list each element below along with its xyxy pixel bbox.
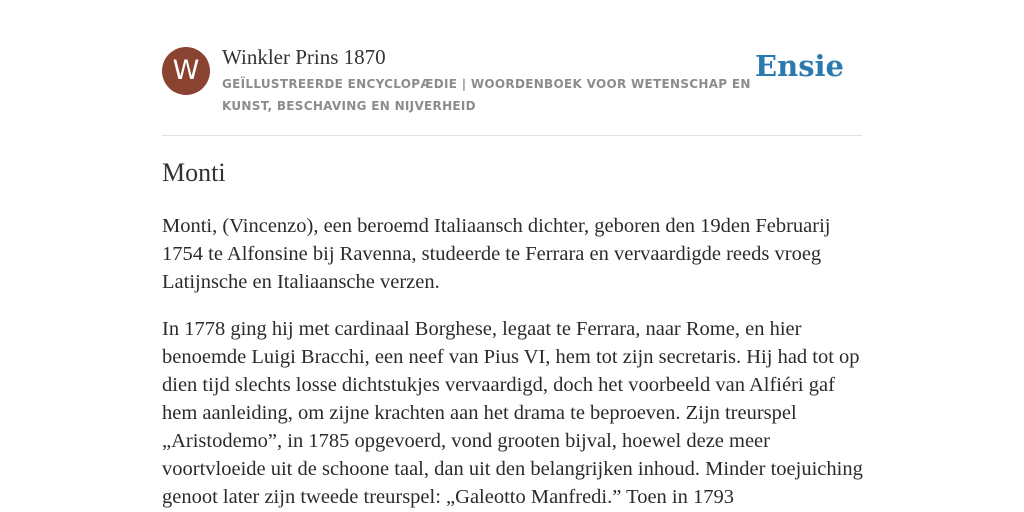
page — [162, 0, 863, 508]
source-subtitle: GEÏLLUSTREERDE ENCYCLOPÆDIE | WOORDENBOEK VOOR WETENSCHAP EN KUNST, BESCHAVING EN NIJVERHEID — [222, 77, 751, 113]
source-title[interactable]: Winkler Prins 1870 — [222, 45, 386, 69]
entry-paragraph: Monti, (Vincenzo), een beroemd Italiaansch dichter, geboren den 19den Februarij 1754 te Alfonsine bij Ravenna, studeerde te Ferrara en vervaardigde reeds vroeg Latijnsche en Italiaansche verzen. — [162, 215, 831, 293]
entry-body — [162, 212, 872, 512]
header — [162, 0, 862, 136]
ensie-logo-link[interactable]: Ensie — [755, 49, 844, 83]
entry-title: Monti — [162, 158, 226, 187]
source-avatar[interactable]: W — [162, 47, 210, 95]
entry-paragraph: In 1778 ging hij met cardinaal Borghese, legaat te Ferrara, naar Rome, en hier benoemde Luigi Bracchi, een neef van Pius VI, hem tot zijn secretaris. Hij had tot op dien tijd slechts losse dichtstukjes vervaardigd, doch het voorbeeld van Alfiéri gaf hem aanleiding, om zijne krachten aan het drama te beproeven. Zijn treurspel „Aristodemo”, in 1785 opgevoerd, vond grooten bijval, hoewel deze meer voortvloeide uit de schoone taal, dan uit den belangrijken inhoud. Minder toejuiching genoot later zijn tweede treurspel: „Galeotto Manfredi.” Toen in 1793 — [162, 318, 863, 508]
